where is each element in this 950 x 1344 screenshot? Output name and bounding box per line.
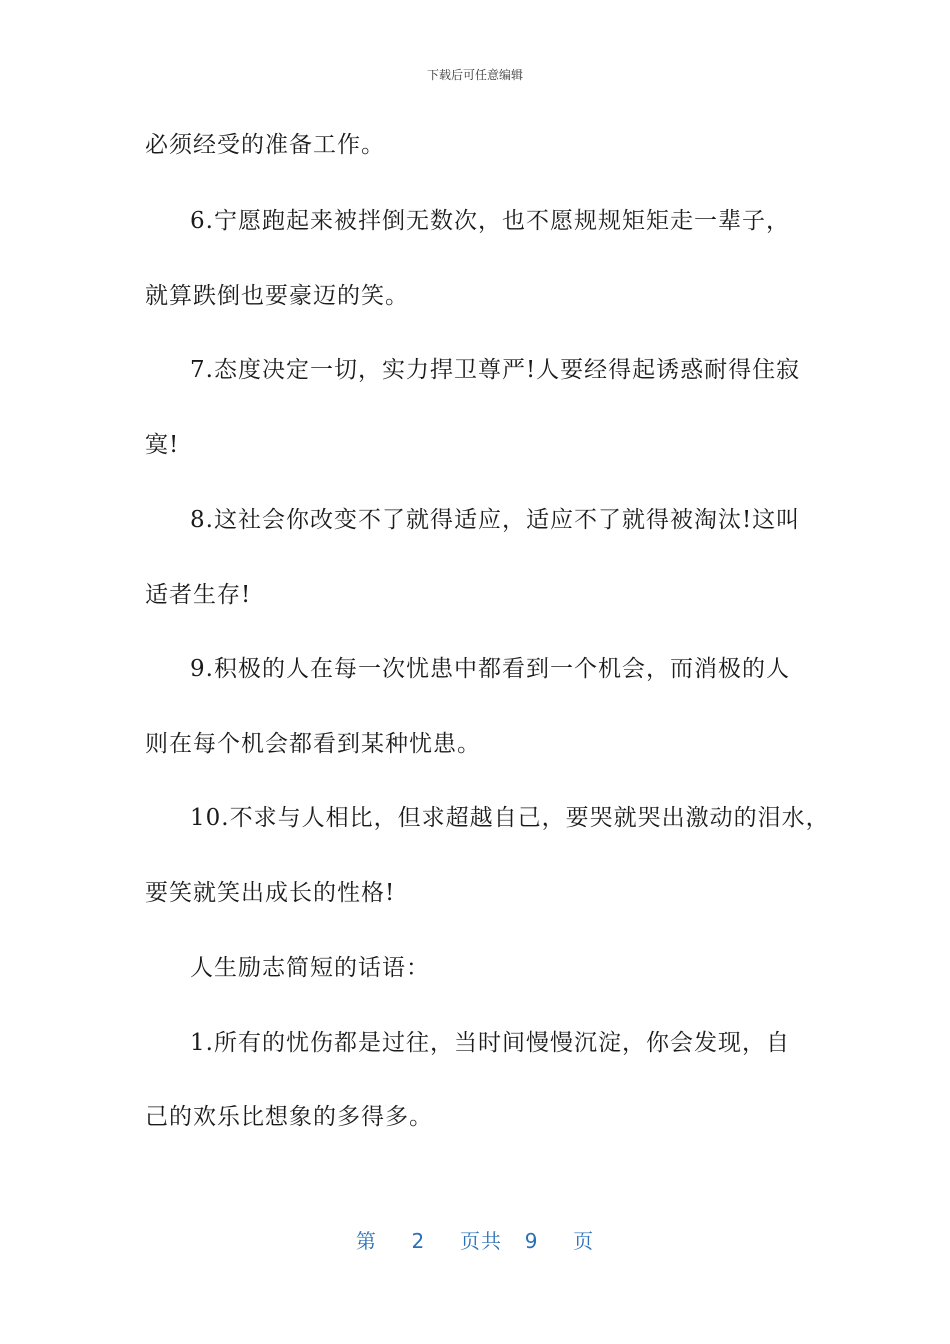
total-pages-number: 9 bbox=[524, 1229, 539, 1253]
page-label-suffix: 页 bbox=[573, 1229, 595, 1253]
text-line: 1.所有的忧伤都是过往，当时间慢慢沉淀，你会发现，自 bbox=[190, 1030, 790, 1056]
text-line: 必须经受的准备工作。 bbox=[145, 132, 385, 158]
text-line: 7.态度决定一切，实力捍卫尊严!人要经得起诱惑耐得住寂 bbox=[190, 357, 801, 383]
text-line: 8.这社会你改变不了就得适应，适应不了就得被淘汰!这叫 bbox=[190, 507, 801, 533]
text-line: 就算跌倒也要豪迈的笑。 bbox=[145, 283, 409, 309]
text-line: 要笑就笑出成长的性格! bbox=[145, 880, 396, 906]
text-line: 寞! bbox=[145, 432, 180, 458]
current-page-number: 2 bbox=[411, 1229, 426, 1253]
page-label-mid: 页共 bbox=[460, 1229, 502, 1253]
text-line: 6.宁愿跑起来被拌倒无数次，也不愿规规矩矩走一辈子， bbox=[190, 208, 790, 234]
text-line: 己的欢乐比想象的多得多。 bbox=[145, 1104, 433, 1130]
text-line: 适者生存! bbox=[145, 582, 252, 608]
page-footer bbox=[0, 1225, 950, 1254]
section-heading: 人生励志简短的话语： bbox=[190, 955, 430, 981]
page-label-prefix: 第 bbox=[355, 1229, 377, 1253]
text-line: 则在每个机会都看到某种忧患。 bbox=[145, 731, 481, 757]
text-line: 10.不求与人相比，但求超越自己，要哭就哭出激动的泪水， bbox=[190, 805, 830, 831]
text-line: 9.积极的人在每一次忧患中都看到一个机会，而消极的人 bbox=[190, 656, 790, 682]
page-header-note: 下载后可任意编辑 bbox=[426, 68, 523, 82]
